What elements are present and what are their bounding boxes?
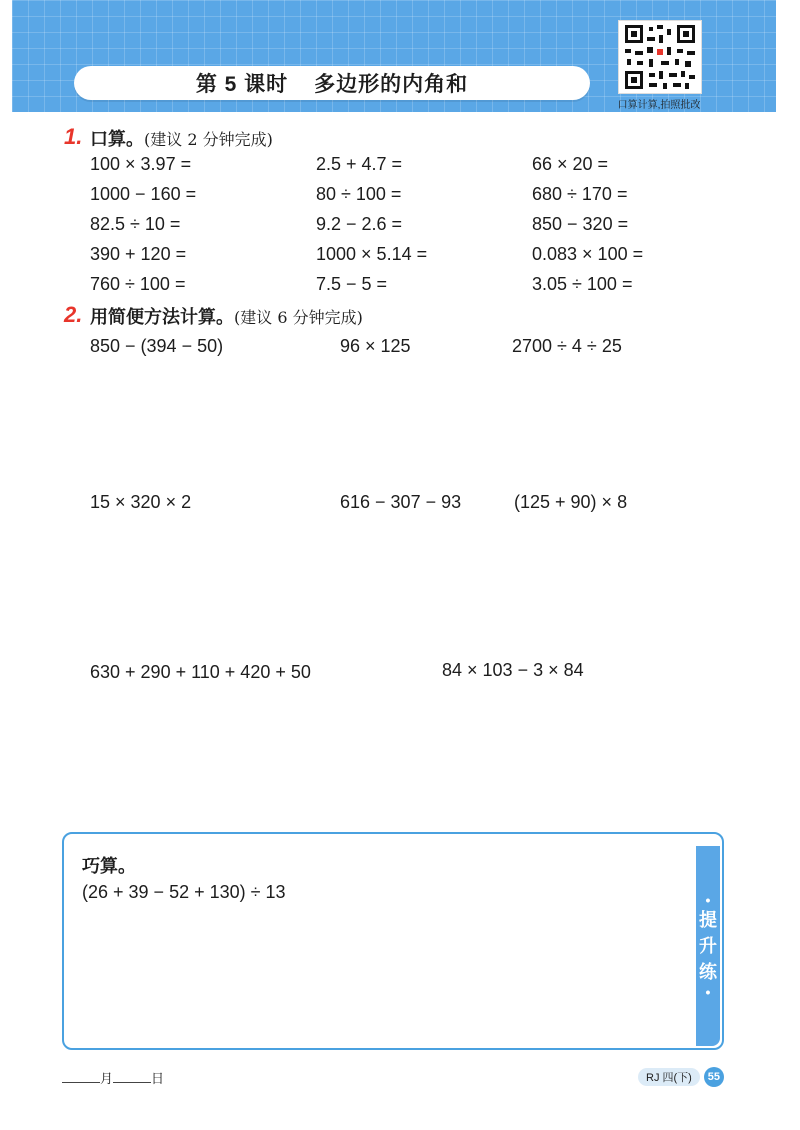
q1-expr: 7.5 − 5 = — [316, 274, 388, 294]
q1-expr: 3.05 ÷ 100 = — [532, 274, 633, 294]
q1-expr: 66 × 20 = — [532, 154, 609, 174]
q1-expr: 2.5 + 4.7 = — [316, 154, 403, 174]
q1-title-text: 口算。 — [90, 129, 144, 149]
lesson-title: 多边形的内角和 — [314, 73, 469, 96]
side-label-char: 升 — [699, 936, 717, 956]
grade-badge: RJ 四(下) — [638, 1068, 700, 1086]
q2-expr: 15 × 320 × 2 — [90, 492, 192, 512]
challenge-box — [62, 832, 724, 1050]
day-label: 日 — [151, 1071, 165, 1086]
side-label-char: 提 — [699, 910, 717, 930]
q1-hint: (建议 2 分钟完成) — [144, 130, 273, 149]
practice-side-tab — [696, 846, 720, 1046]
lesson-title-bar — [74, 66, 590, 100]
q2-expr: 2700 ÷ 4 ÷ 25 — [512, 336, 622, 356]
month-label: 月 — [100, 1071, 114, 1086]
q2-title-text: 用简便方法计算。 — [90, 307, 234, 327]
q1-expr: 850 − 320 = — [532, 214, 629, 234]
q1-expr: 0.083 × 100 = — [532, 244, 644, 264]
page-number: 55 — [704, 1067, 724, 1087]
date-fill-line — [62, 1068, 164, 1087]
q2-number: 2. — [64, 302, 83, 327]
challenge-expr: (26 + 39 − 52 + 130) ÷ 13 — [82, 882, 286, 902]
qr-code-icon[interactable] — [618, 20, 702, 94]
page-footer — [638, 1068, 724, 1086]
q1-number: 1. — [64, 124, 83, 149]
q1-expr: 680 ÷ 170 = — [532, 184, 628, 204]
side-dot-icon: • — [705, 984, 711, 1000]
q2-expr: 84 × 103 − 3 × 84 — [442, 660, 584, 680]
q1-expr: 390 + 120 = — [90, 244, 187, 264]
q1-expr: 80 ÷ 100 = — [316, 184, 402, 204]
q2-hint: (建议 6 分钟完成) — [234, 308, 363, 327]
day-blank[interactable] — [113, 1070, 151, 1083]
q2-title — [90, 303, 363, 329]
q1-expr: 100 × 3.97 = — [90, 154, 192, 174]
q1-expr: 1000 − 160 = — [90, 184, 197, 204]
q2-expr: 850 − (394 − 50) — [90, 336, 224, 356]
lesson-number: 第 5 课时 — [195, 73, 289, 96]
side-label-char: 练 — [699, 962, 717, 982]
month-blank[interactable] — [62, 1070, 100, 1083]
q1-expr: 1000 × 5.14 = — [316, 244, 428, 264]
q1-expr: 9.2 − 2.6 = — [316, 214, 403, 234]
challenge-title: 巧算。 — [82, 856, 136, 876]
q1-expr: 82.5 ÷ 10 = — [90, 214, 181, 234]
q2-expr: 96 × 125 — [340, 336, 411, 356]
qr-caption: 口算计算,拍照批改 — [617, 100, 701, 111]
q1-title — [90, 125, 273, 151]
side-dot-icon: • — [705, 892, 711, 908]
q1-expr: 760 ÷ 100 = — [90, 274, 186, 294]
q2-expr: (125 + 90) × 8 — [514, 492, 628, 512]
q2-expr: 630 + 290 + 110 + 420 + 50 — [90, 662, 311, 682]
q2-expr: 616 − 307 − 93 — [340, 492, 462, 512]
